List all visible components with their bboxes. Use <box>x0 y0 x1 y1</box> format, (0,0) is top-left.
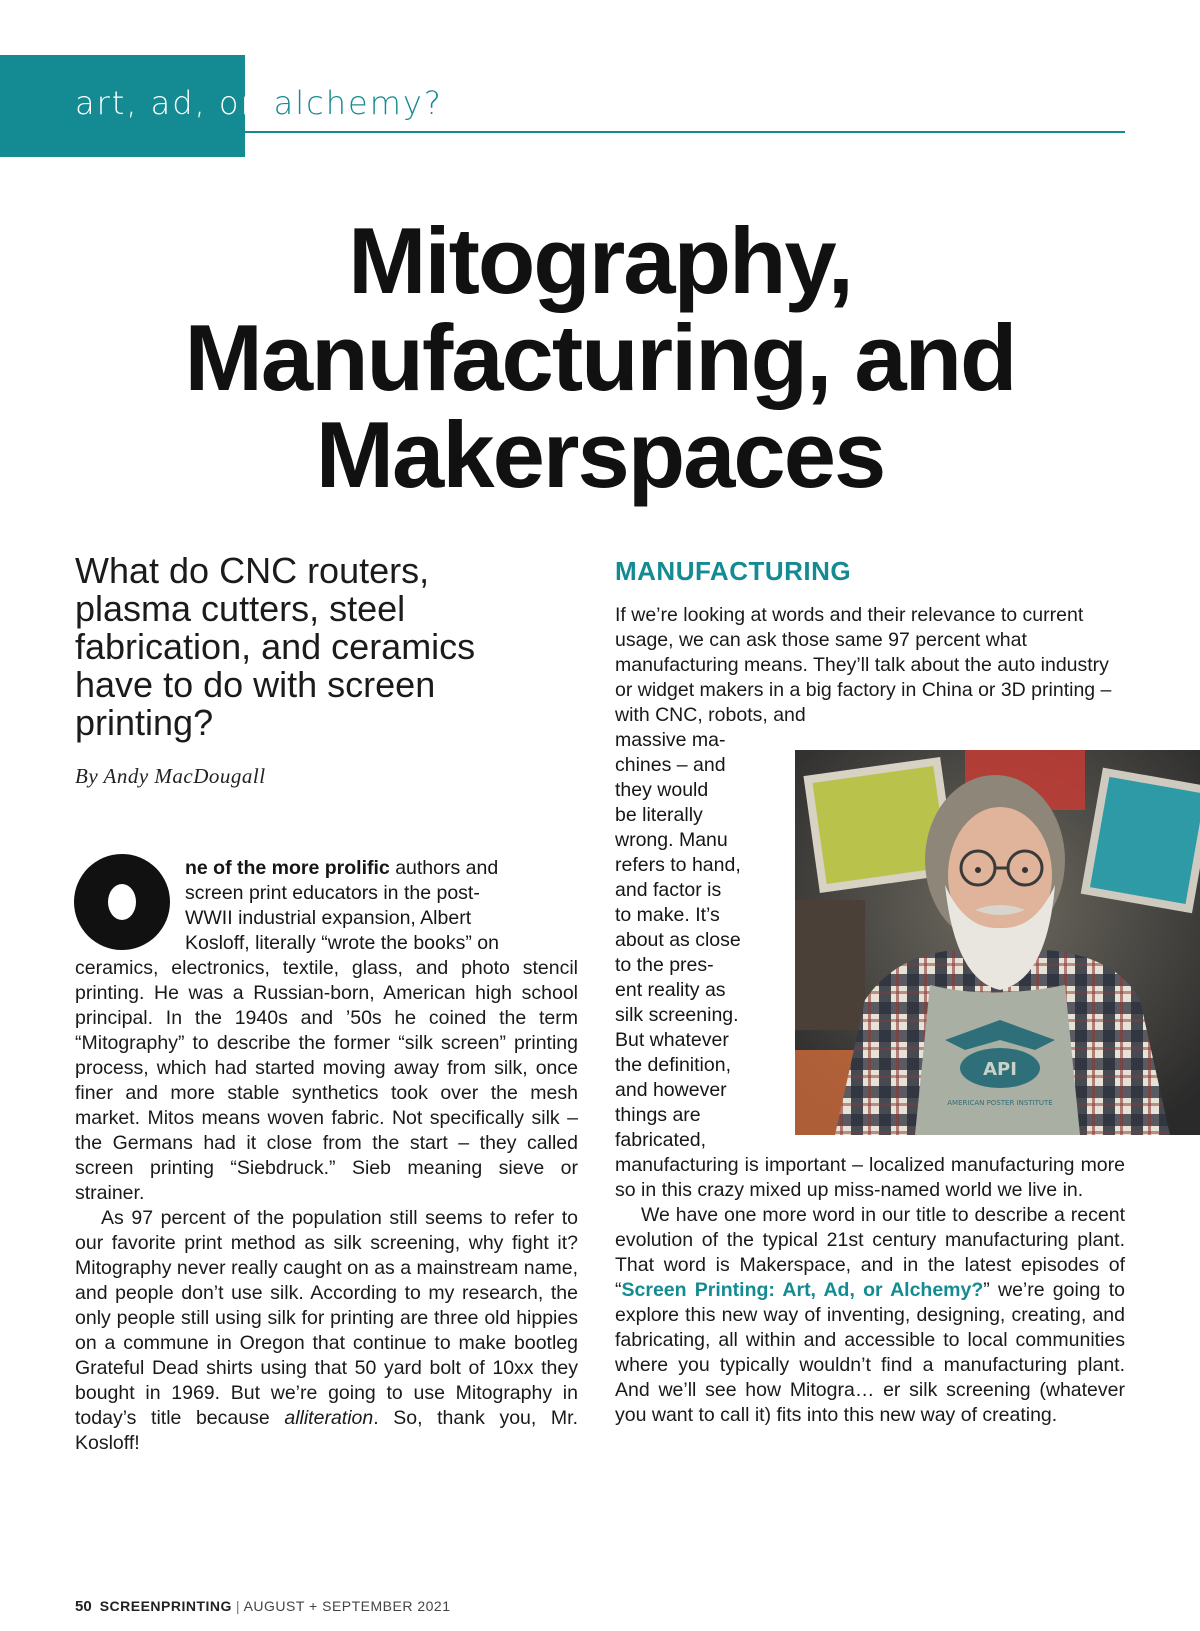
lead-line-1 <box>185 856 498 881</box>
deck-subtitle: What do CNC routers, plasma cutters, steel fabrication, and ceramics have to do with screen printing? <box>75 550 476 743</box>
paragraph-3-bottom: manufacturing is important – localized manufacturing more so in this crazy mixed up miss-named world we live in. <box>615 1154 1125 1201</box>
kicker-part-2: alchemy? <box>273 84 443 122</box>
left-column-body <box>75 956 578 1456</box>
paragraph-4 <box>615 1203 1125 1428</box>
section-kicker <box>75 84 443 122</box>
lead-line-text: authors and <box>389 857 499 879</box>
headline-line-3: Makerspaces <box>315 402 885 507</box>
byline: By Andy MacDougall <box>75 764 266 788</box>
shirt-logo-text: API <box>983 1059 1017 1080</box>
issue-date: AUGUST + SEPTEMBER 2021 <box>243 1598 451 1614</box>
paragraph-1-continued: ceramics, electronics, textile, glass, and photo stencil printing. He was a Russian-born, American high school principal. In the 1940s and ’50s he coined the term “Mitography” to describe the former “silk screen” printing process, which had started moving away from silk, once finer and more stable synthetics took over the mesh market. Mitos means woven fabric. Not specifically silk – the Germans had it close from the start – they called screen printing “Siebdruck.” Sieb meaning sieve or strainer. <box>75 957 578 1204</box>
lead-line-3: WWII industrial expansion, Albert <box>185 907 472 929</box>
paragraph-3-top: If we’re looking at words and their relevance to current usage, we can ask those same 97 percent what manufacturing means. They’ll talk about the auto industry or widget makers in a big factory in China or 3D printing – with CNC, robots, and <box>615 604 1112 726</box>
narrow-line: fabricated, <box>615 1129 707 1151</box>
narrow-line: wrong. Manu <box>615 829 728 851</box>
shirt-logo-caption: AMERICAN POSTER INSTITUTE <box>947 1099 1053 1107</box>
lead-line-4: Kosloff, literally “wrote the books” on <box>185 932 499 954</box>
paragraph-4-end: ” we’re going to explore this new way of inventing, designing, creating, and fabricating, all within and accessible to local communities where you typically wouldn’t find a manufacturing plant. And we’ll see how Mitogra… er silk screening (whatever you want to call it) fits into this new way of creating. <box>615 1279 1125 1426</box>
narrow-line: to the pres- <box>615 954 714 976</box>
narrow-line: massive ma- <box>615 729 726 751</box>
paragraph-2-end: . So, thank you, Mr. Kosloff! <box>75 1407 578 1454</box>
author-photo <box>795 750 1200 1135</box>
right-column-top <box>615 603 1125 728</box>
right-column-bottom <box>615 1153 1125 1428</box>
headline <box>40 208 1160 507</box>
footer-separator: | <box>235 1598 240 1614</box>
paragraph-2-text: As 97 percent of the population still seems to refer to our favorite print method as silk screening, why fight it? Mitography never really caught on as a mainstream name, and people don’t use silk. According to my research, the only people still using silk for printing are three old hippies on a commune in Oregon that continue to make bootleg Grateful Dead shirts using that 50 yard bolt of 10xx they bought in 1969. But we’re going to use Mitography in today’s title because <box>75 1207 578 1429</box>
narrow-line: and factor is <box>615 879 722 901</box>
narrow-line: chines – and <box>615 754 726 776</box>
page-number: 50 <box>75 1598 92 1615</box>
narrow-line: they would <box>615 779 709 801</box>
headline-line-2: Manufacturing, and <box>184 305 1016 410</box>
headline-line-1: Mitography, <box>348 208 852 313</box>
author-portrait-illustration <box>795 750 1200 1135</box>
kicker-rule <box>245 131 1125 133</box>
narrow-line: about as close <box>615 929 741 951</box>
kicker-part-1: art, ad, or <box>75 84 256 122</box>
narrow-line: But whatever <box>615 1029 729 1051</box>
narrow-line: to make. It’s <box>615 904 720 926</box>
narrow-line: ent reality as <box>615 979 726 1001</box>
magazine-name: SCREENPRINTING <box>99 1598 232 1614</box>
narrow-line: and however <box>615 1079 727 1101</box>
page-footer <box>75 1598 451 1615</box>
paragraph-2 <box>75 1206 578 1456</box>
narrow-line: refers to hand, <box>615 854 741 876</box>
narrow-line: be literally <box>615 804 703 826</box>
section-heading: MANUFACTURING <box>615 556 852 586</box>
italic-word: alliteration <box>284 1407 374 1429</box>
lead-line-2: screen print educators in the post- <box>185 882 480 904</box>
paragraph-4-text: We have one more word in our title to describe a recent evolution of the typical 21st century manufacturing plant. That word is Makerspace, and in the latest episodes of “ <box>615 1204 1125 1301</box>
narrow-line: the definition, <box>615 1054 732 1076</box>
lead-in-bold: ne of the more prolific <box>185 857 390 879</box>
narrow-line: things are <box>615 1104 701 1126</box>
drop-cap-o <box>74 854 170 950</box>
episode-series-link[interactable]: Screen Printing: Art, Ad, or Alchemy? <box>621 1279 984 1301</box>
narrow-line: silk screening. <box>615 1004 739 1026</box>
